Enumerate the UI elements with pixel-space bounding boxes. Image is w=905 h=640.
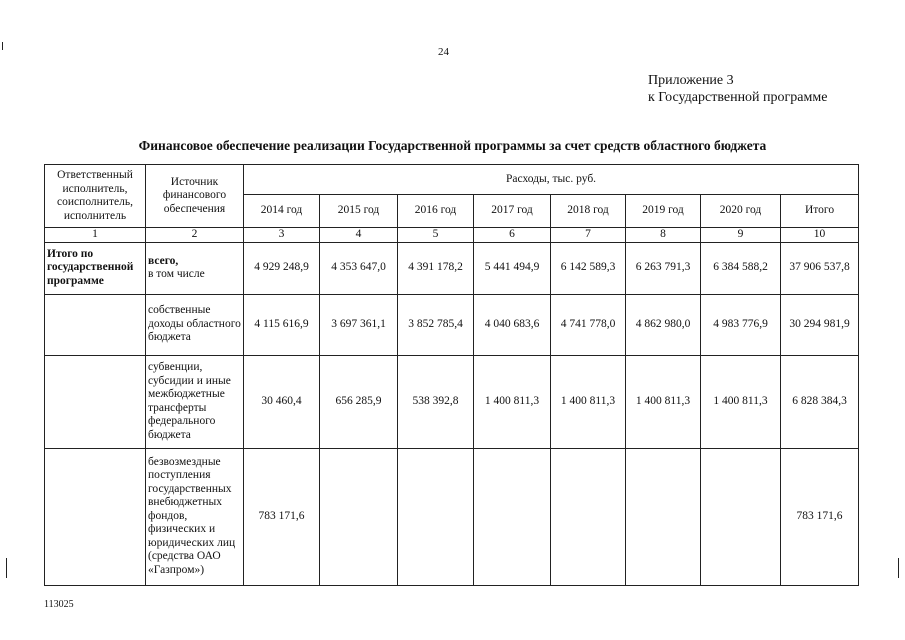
edge-mark-bottom-right xyxy=(898,558,899,578)
source-cell: собственные доходы областного бюджета xyxy=(146,294,244,355)
value-cell: 4 391 178,2 xyxy=(398,242,474,294)
document-code: 113025 xyxy=(44,599,74,610)
value-cell: 4 741 778,0 xyxy=(551,294,626,355)
header-row-numbers xyxy=(45,228,859,243)
appendix-line-1: Приложение 3 xyxy=(648,73,734,88)
header-total: Итого xyxy=(781,195,859,228)
value-cell xyxy=(701,448,781,585)
value-cell: 4 353 647,0 xyxy=(320,242,398,294)
column-number: 8 xyxy=(626,228,701,243)
value-cell xyxy=(398,448,474,585)
source-cell: безвозмездные поступления государственных внебюджетных фондов, физических и юридических лиц (средства ОАО «Газпром») xyxy=(146,448,244,585)
header-row-1 xyxy=(45,165,859,195)
value-cell xyxy=(474,448,551,585)
value-cell: 4 862 980,0 xyxy=(626,294,701,355)
value-cell: 3 852 785,4 xyxy=(398,294,474,355)
source-total-label: всего, xyxy=(148,254,179,267)
header-year: 2020 год xyxy=(701,195,781,228)
value-cell: 5 441 494,9 xyxy=(474,242,551,294)
source-cell xyxy=(146,242,244,294)
page-number: 24 xyxy=(438,46,449,58)
edge-mark-top-left xyxy=(2,42,3,50)
column-number: 2 xyxy=(146,228,244,243)
value-cell: 538 392,8 xyxy=(398,355,474,448)
column-number: 3 xyxy=(244,228,320,243)
header-year: 2014 год xyxy=(244,195,320,228)
table-row-total xyxy=(45,242,859,294)
column-number: 7 xyxy=(551,228,626,243)
header-year: 2017 год xyxy=(474,195,551,228)
header-year: 2015 год xyxy=(320,195,398,228)
header-executor: Ответственный исполнитель, соисполнитель, исполнитель xyxy=(45,165,146,228)
column-number: 6 xyxy=(474,228,551,243)
value-cell: 4 040 683,6 xyxy=(474,294,551,355)
edge-mark-bottom-left xyxy=(6,558,7,578)
executor-cell xyxy=(45,294,146,355)
table-row xyxy=(45,294,859,355)
table-row xyxy=(45,448,859,585)
header-year: 2018 год xyxy=(551,195,626,228)
value-cell-total: 6 828 384,3 xyxy=(781,355,859,448)
appendix-line-2: к Государственной программе xyxy=(648,90,828,105)
value-cell: 6 142 589,3 xyxy=(551,242,626,294)
table-row xyxy=(45,355,859,448)
value-cell: 30 460,4 xyxy=(244,355,320,448)
executor-cell xyxy=(45,448,146,585)
header-year: 2019 год xyxy=(626,195,701,228)
document-title: Финансовое обеспечение реализации Государственной программы за счет средств областного бюджета xyxy=(138,138,767,153)
source-including-label: в том числе xyxy=(148,268,205,280)
value-cell: 4 115 616,9 xyxy=(244,294,320,355)
header-source: Источник финансового обеспечения xyxy=(146,165,244,228)
value-cell: 783 171,6 xyxy=(244,448,320,585)
executor-cell xyxy=(45,355,146,448)
column-number: 1 xyxy=(45,228,146,243)
column-number: 5 xyxy=(398,228,474,243)
value-cell: 1 400 811,3 xyxy=(551,355,626,448)
value-cell-total: 783 171,6 xyxy=(781,448,859,585)
value-cell: 6 384 588,2 xyxy=(701,242,781,294)
column-number: 4 xyxy=(320,228,398,243)
header-year: 2016 год xyxy=(398,195,474,228)
value-cell xyxy=(626,448,701,585)
value-cell: 4 983 776,9 xyxy=(701,294,781,355)
value-cell: 1 400 811,3 xyxy=(701,355,781,448)
value-cell: 1 400 811,3 xyxy=(626,355,701,448)
header-expenses: Расходы, тыс. руб. xyxy=(244,165,859,195)
source-cell: субвенции, субсидии и иные межбюджетные трансферты федерального бюджета xyxy=(146,355,244,448)
value-cell: 4 929 248,9 xyxy=(244,242,320,294)
value-cell: 1 400 811,3 xyxy=(474,355,551,448)
value-cell xyxy=(320,448,398,585)
column-number: 9 xyxy=(701,228,781,243)
executor-cell: Итого по государственной программе xyxy=(45,242,146,294)
value-cell xyxy=(551,448,626,585)
value-cell: 3 697 361,1 xyxy=(320,294,398,355)
value-cell-total: 37 906 537,8 xyxy=(781,242,859,294)
value-cell: 6 263 791,3 xyxy=(626,242,701,294)
appendix-label xyxy=(648,72,827,106)
value-cell-total: 30 294 981,9 xyxy=(781,294,859,355)
column-number: 10 xyxy=(781,228,859,243)
value-cell: 656 285,9 xyxy=(320,355,398,448)
financing-table xyxy=(44,164,859,586)
